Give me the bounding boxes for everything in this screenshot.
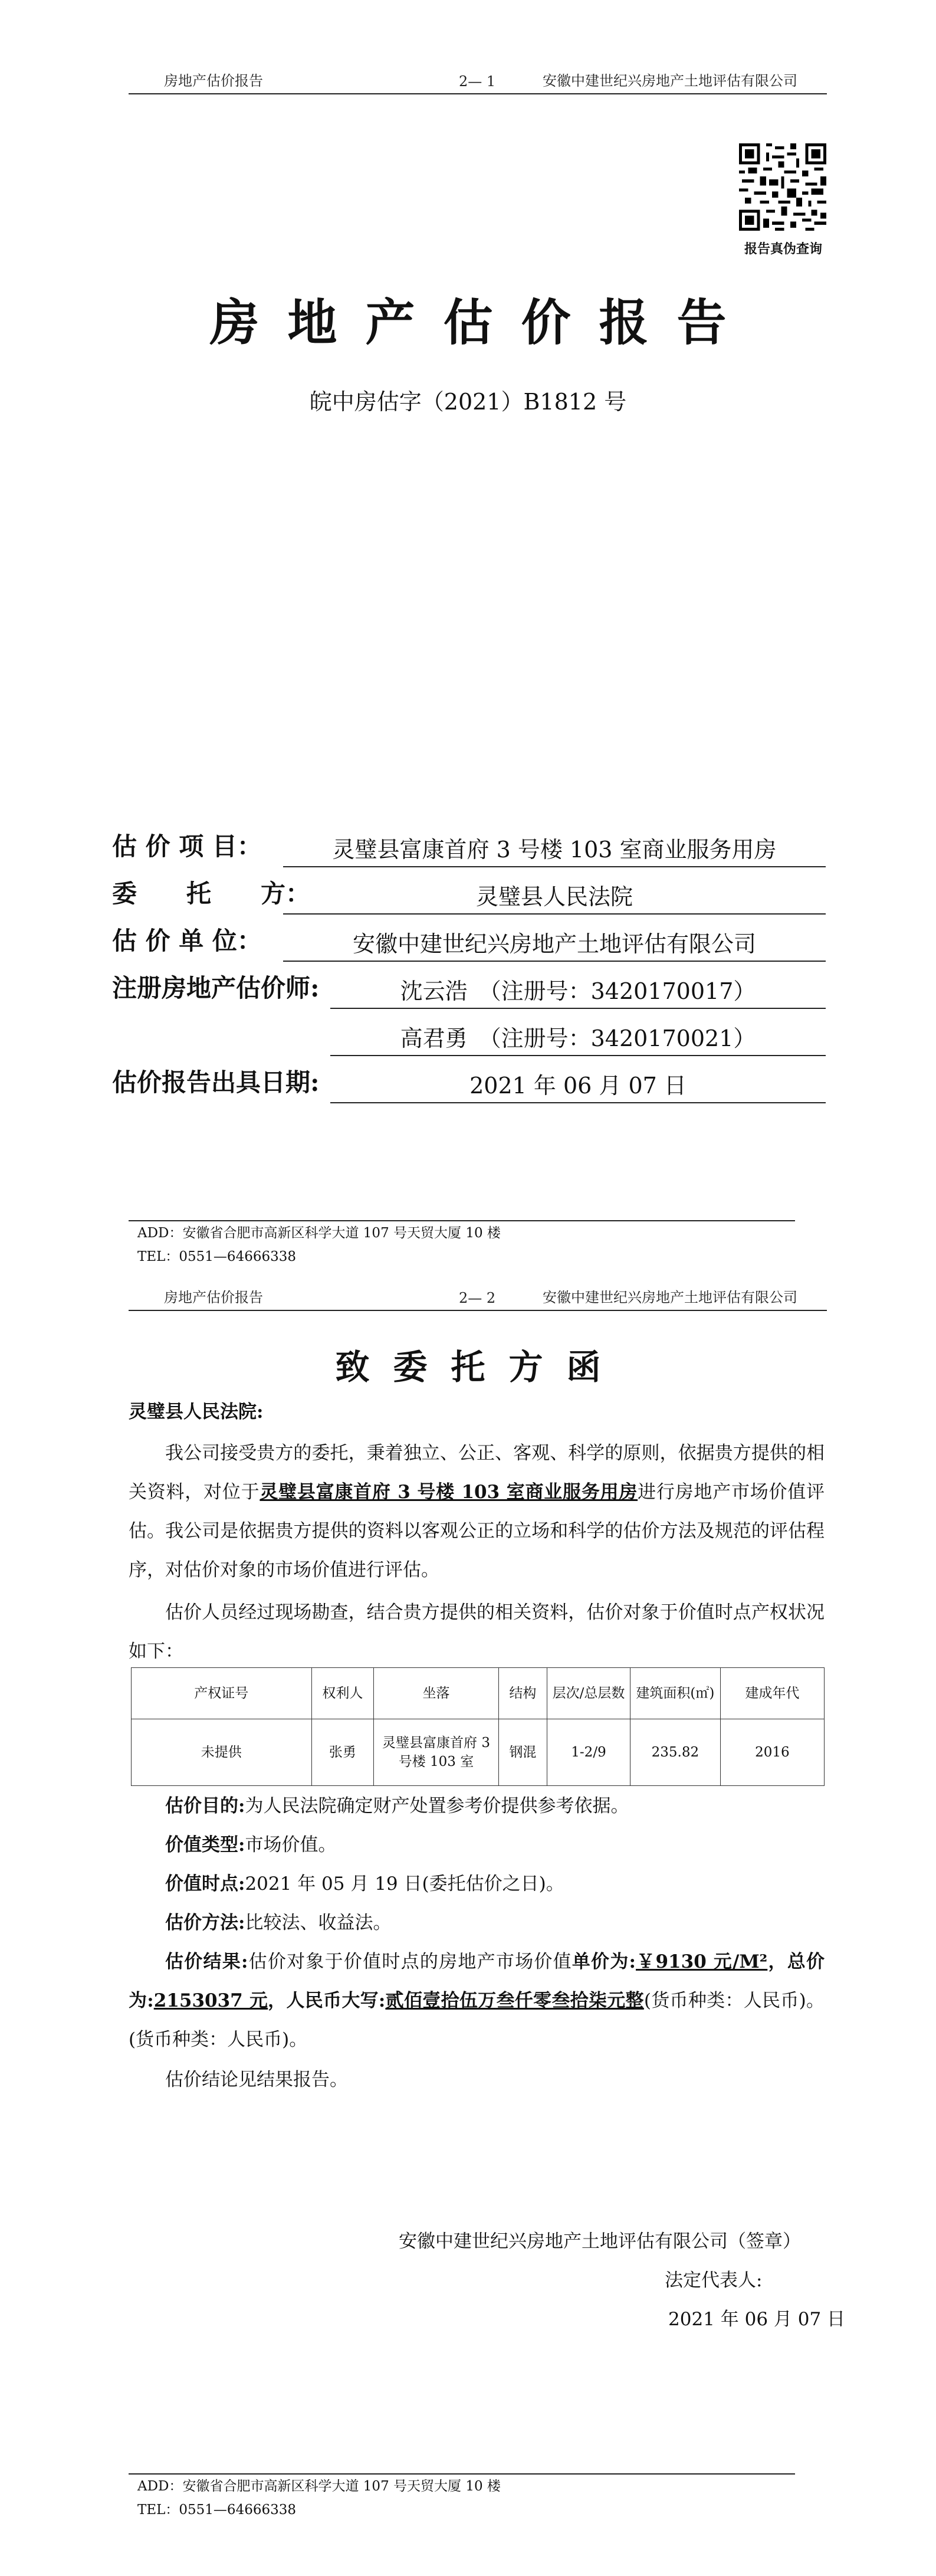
conclusion-line: 估价结论见结果报告。 (165, 2069, 348, 2090)
method-line (129, 1903, 825, 1942)
cell: 未提供 (132, 1719, 312, 1786)
client-value: 灵璧县人民法院 (283, 879, 826, 915)
value-date-text: 2021 年 05 月 19 日(委托估价之日)。 (245, 1873, 564, 1895)
result-paragraph (129, 1942, 825, 2059)
result-label: 估价结果: (165, 1951, 248, 1972)
value-type-line (129, 1826, 825, 1864)
issue-date-field (112, 1068, 826, 1103)
header-cell: 层次/总层数 (547, 1668, 630, 1719)
header-left: 房地产估价报告 (164, 1289, 263, 1306)
date-label: 估价报告出具日期: (112, 1068, 320, 1097)
page-footer (129, 2473, 795, 2522)
para1-c: 进行房地产市场价值评估。我公司是依据贵方提供的资料以客观公正的立场和科学的估价方法及规范的评估程序，对估价对象的市场价值进行评估。 (129, 1482, 825, 1581)
client-field (112, 879, 826, 915)
legal-representative: 法定代表人: (665, 2270, 763, 2291)
property-rights-table (131, 1667, 825, 1786)
method-label: 估价方法: (165, 1912, 245, 1933)
value-type-label: 价值类型: (165, 1834, 245, 1856)
project-field (112, 832, 826, 867)
appraiser-field (112, 974, 826, 1009)
property-address: 灵璧县富康首府 3 号楼 103 室商业服务用房 (260, 1482, 638, 1503)
purpose-label: 估价目的: (165, 1795, 245, 1817)
salutation-text: 灵璧县人民法院: (129, 1401, 264, 1423)
purpose-text: 为人民法院确定财产处置参考价提供参考依据。 (245, 1795, 629, 1817)
appraiser-1: 沈云浩 （注册号：3420170017） (330, 973, 826, 1009)
header-cell: 坐落 (374, 1668, 499, 1719)
result-text: 估价对象于价值时点的房地产市场价值 (248, 1951, 572, 1972)
cell: 钢混 (498, 1719, 547, 1786)
footer-address: ADD：安徽省合肥市高新区科学大道 107 号天贸大厦 10 楼 (137, 1225, 501, 1241)
footer-tel: TEL：0551—64666338 (137, 1249, 297, 1264)
date-value: 2021 年 06 月 07 日 (330, 1067, 826, 1103)
value-date-line (129, 1864, 825, 1903)
value-type-text: 市场价值。 (245, 1834, 337, 1856)
cell: 2016 (720, 1719, 824, 1786)
appraiser-2: 高君勇 （注册号：3420170021） (330, 1020, 826, 1056)
header-left: 房地产估价报告 (164, 73, 263, 89)
footer-address: ADD：安徽省合肥市高新区科学大道 107 号天贸大厦 10 楼 (137, 2479, 501, 2494)
total-label: ，总价为: (129, 1951, 825, 2011)
header-cell: 建筑面积(㎡) (630, 1668, 721, 1719)
unit-price-value: ￥9130 元/M² (636, 1951, 768, 1972)
paragraph-1 (129, 1434, 825, 1589)
rmb-label: ，人民币大写: (268, 1990, 386, 2011)
header-company: 安徽中建世纪兴房地产土地评估有限公司 (543, 73, 797, 89)
cover-page (0, 0, 936, 1286)
header-cell: 建成年代 (720, 1668, 824, 1719)
appraiser-label: 注册房地产估价师: (112, 974, 320, 1002)
value-date-label: 价值时点: (165, 1873, 245, 1895)
total-value: 2153037 元 (153, 1990, 268, 2011)
para1-a: 我公司接受贵方的委托，秉着独立、公正、客观、科学的原则，依据贵方提供的相关资料，对位于 (129, 1443, 825, 1503)
unit-value: 安徽中建世纪兴房地产土地评估有限公司 (283, 926, 826, 962)
report-title: 房地产估价报告 (209, 293, 755, 352)
header-company: 安徽中建世纪兴房地产土地评估有限公司 (543, 1289, 797, 1306)
header-page-number: 2— 1 (459, 73, 496, 90)
cell: 灵璧县富康首府 3 号楼 103 室 (374, 1719, 499, 1786)
qr-code-icon[interactable] (739, 143, 826, 231)
footer-tel: TEL：0551—64666338 (137, 2502, 297, 2518)
method-text: 比较法、收益法。 (245, 1912, 392, 1933)
table-header-row (132, 1668, 825, 1719)
rmb-upper-value: 贰佰壹拾伍万叁仟零叁拾柒元整 (385, 1990, 644, 2011)
project-value: 灵璧县富康首府 3 号楼 103 室商业服务用房 (283, 831, 826, 867)
report-number: 皖中房估字（2021）B1812 号 (309, 389, 627, 415)
currency-note-2: (货币种类：人民币)。 (129, 2029, 308, 2050)
page-header (129, 1286, 827, 1311)
unit-label: 估 价 单 位： (112, 926, 262, 955)
purpose-line (129, 1787, 825, 1826)
currency-note: (货币种类：人民币)。 (643, 1990, 825, 2011)
signing-date: 2021 年 06 月 07 日 (668, 2309, 846, 2330)
letter-title: 致委托方函 (335, 1347, 625, 1387)
paragraph-2: 估价人员经过现场勘查，结合贵方提供的相关资料，估价对象于价值时点产权状况如下： (129, 1602, 825, 1662)
qr-caption: 报告真伪查询 (744, 241, 822, 257)
page-footer (129, 1220, 795, 1269)
cell: 张勇 (311, 1719, 374, 1786)
cell: 235.82 (630, 1719, 721, 1786)
page-header (129, 70, 827, 94)
header-cell: 产权证号 (132, 1668, 312, 1719)
cell: 1-2/9 (547, 1719, 630, 1786)
letter-page (0, 1286, 936, 2576)
client-label: 委 托 方： (112, 879, 311, 908)
salutation (129, 1392, 825, 1431)
appraisal-unit-field (112, 926, 826, 962)
header-page-number: 2— 2 (459, 1290, 496, 1306)
project-label: 估 价 项 目： (112, 832, 262, 861)
header-cell: 结构 (498, 1668, 547, 1719)
signing-company: 安徽中建世纪兴房地产土地评估有限公司（签章） (399, 2231, 801, 2252)
header-cell: 权利人 (311, 1668, 374, 1719)
unit-price-label: 单价为: (572, 1951, 636, 1972)
appraiser-2-field (112, 1021, 826, 1056)
table-row (132, 1719, 825, 1786)
